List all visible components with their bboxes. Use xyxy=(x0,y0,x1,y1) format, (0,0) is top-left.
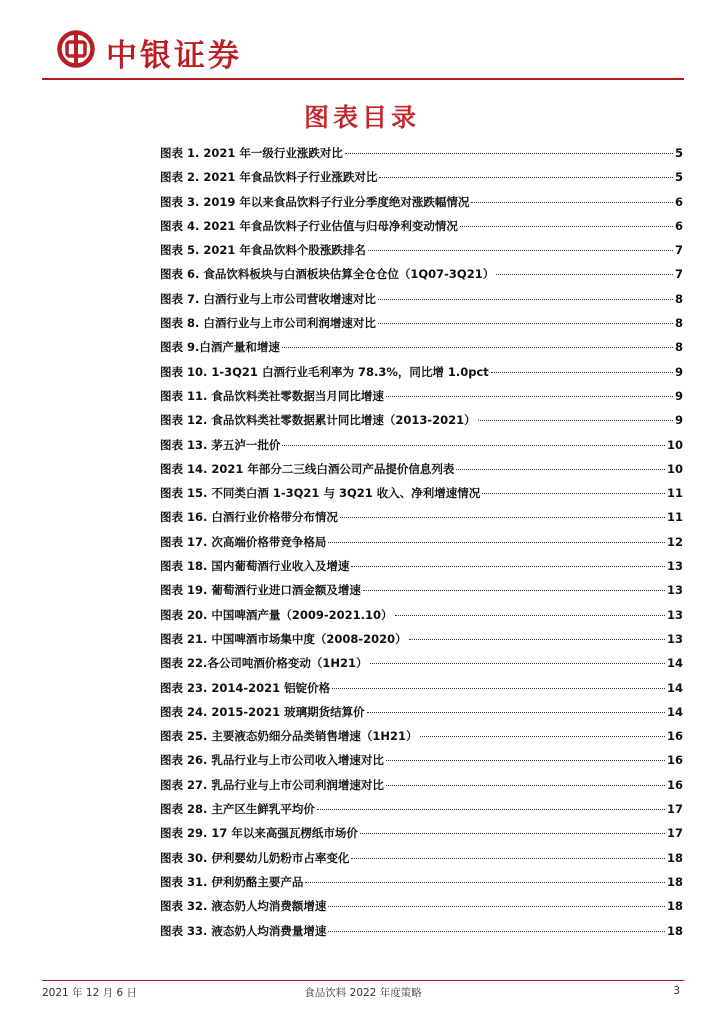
toc-entry-page: 14 xyxy=(666,656,683,671)
toc-entry-page: 6 xyxy=(674,194,683,209)
toc-entry-label: 图表 18. 国内葡萄酒行业收入及增速 xyxy=(160,559,350,574)
toc-entry-page: 8 xyxy=(674,291,683,306)
toc-entry-label: 图表 27. 乳品行业与上市公司利润增速对比 xyxy=(160,777,384,792)
toc-dot-leader xyxy=(351,566,665,567)
toc-entry-page: 7 xyxy=(674,243,683,258)
toc-entry[interactable] xyxy=(160,412,683,436)
toc-entry-page: 8 xyxy=(674,340,683,355)
toc-entry-page: 13 xyxy=(666,583,683,598)
toc-entry-page: 5 xyxy=(674,146,683,160)
toc-dot-leader xyxy=(368,250,673,251)
toc-entry-label: 图表 26. 乳品行业与上市公司收入增速对比 xyxy=(160,753,384,768)
toc-entry-page: 18 xyxy=(666,850,683,865)
toc-dot-leader xyxy=(386,785,665,786)
toc-entry[interactable] xyxy=(160,631,683,655)
toc-entry[interactable] xyxy=(160,850,683,874)
toc-entry-label: 图表 22.各公司吨酒价格变动（1H21） xyxy=(160,656,368,671)
toc-dot-leader xyxy=(351,858,665,859)
toc-entry[interactable] xyxy=(160,558,683,582)
toc-dot-leader xyxy=(282,347,673,348)
toc-entry[interactable] xyxy=(160,461,683,485)
toc-entry[interactable] xyxy=(160,509,683,533)
toc-entry[interactable] xyxy=(160,364,683,388)
toc-entry[interactable] xyxy=(160,728,683,752)
toc-entry-label: 图表 6. 食品饮料板块与白酒板块估算全仓仓位（1Q07-3Q21） xyxy=(160,267,495,282)
toc-entry-label: 图表 9.白酒产量和增速 xyxy=(160,340,280,355)
toc-entry-label: 图表 5. 2021 年食品饮料个股涨跌排名 xyxy=(160,243,366,258)
toc-entry-page: 16 xyxy=(666,777,683,792)
toc-entry-page: 5 xyxy=(674,170,683,185)
toc-entry-page: 7 xyxy=(674,267,683,282)
toc-entry[interactable] xyxy=(160,874,683,898)
toc-entry[interactable] xyxy=(160,752,683,776)
toc-entry[interactable] xyxy=(160,169,683,193)
toc-dot-leader xyxy=(340,517,665,518)
toc-entry-page: 11 xyxy=(666,486,683,501)
toc-dot-leader xyxy=(328,542,665,543)
toc-entry-label: 图表 8. 白酒行业与上市公司利润增速对比 xyxy=(160,316,376,331)
toc-entry-label: 图表 14. 2021 年部分二三线白酒公司产品提价信息列表 xyxy=(160,461,455,476)
toc-dot-leader xyxy=(328,906,665,907)
toc-dot-leader xyxy=(460,226,673,227)
toc-dot-leader xyxy=(305,882,665,883)
toc-entry-page: 14 xyxy=(666,680,683,695)
toc-entry-label: 图表 15. 不同类白酒 1-3Q21 与 3Q21 收入、净利增速情况 xyxy=(160,486,481,501)
toc-entry-label: 图表 13. 茅五泸一批价 xyxy=(160,437,281,452)
toc-dot-leader xyxy=(471,202,673,203)
toc-entry-page: 13 xyxy=(666,559,683,574)
toc-entry-label: 图表 10. 1-3Q21 白酒行业毛利率为 78.3%，同比增 1.0pct xyxy=(160,364,489,379)
footer-date: 2021 年 12 月 6 日 xyxy=(42,987,137,999)
toc-entry-page: 14 xyxy=(666,704,683,719)
header-divider xyxy=(42,78,684,80)
toc-entry[interactable] xyxy=(160,534,683,558)
toc-entry-page: 18 xyxy=(666,899,683,914)
toc-entry-page: 13 xyxy=(666,631,683,646)
toc-dot-leader xyxy=(409,639,665,640)
toc-entry-label: 图表 24. 2015-2021 玻璃期货结算价 xyxy=(160,704,365,719)
toc-entry[interactable] xyxy=(160,582,683,606)
footer-divider xyxy=(42,980,684,981)
toc-entry[interactable] xyxy=(160,218,683,242)
toc-entry-label: 图表 17. 次高端价格带竞争格局 xyxy=(160,534,327,549)
toc-entry[interactable] xyxy=(160,291,683,315)
toc-dot-leader xyxy=(378,299,673,300)
toc-dot-leader xyxy=(395,615,665,616)
toc-entry-label: 图表 25. 主要液态奶细分品类销售增速（1H21） xyxy=(160,729,418,744)
toc-entry[interactable] xyxy=(160,607,683,631)
toc-entry-page: 8 xyxy=(674,316,683,331)
toc-dot-leader xyxy=(345,153,673,154)
toc-entry-page: 18 xyxy=(666,923,683,938)
toc-dot-leader xyxy=(478,420,673,421)
toc-entry-page: 12 xyxy=(666,534,683,549)
toc-entry[interactable] xyxy=(160,242,683,266)
toc-entry[interactable] xyxy=(160,825,683,849)
toc-title: 图表目录 xyxy=(303,103,420,132)
toc-dot-leader xyxy=(378,323,673,324)
page-header xyxy=(44,24,684,74)
toc-entry-label: 图表 23. 2014-2021 铝锭价格 xyxy=(160,680,331,695)
toc-entry-page: 17 xyxy=(666,826,683,841)
toc-entry-label: 图表 3. 2019 年以来食品饮料子行业分季度绝对涨跌幅情况 xyxy=(160,194,470,209)
toc-entry-page: 11 xyxy=(666,510,683,525)
toc-entry[interactable] xyxy=(160,898,683,922)
toc-entry-label: 图表 1. 2021 年一级行业涨跌对比 xyxy=(160,146,343,160)
toc-dot-leader xyxy=(367,712,665,713)
toc-entry-label: 图表 19. 葡萄酒行业进口酒金额及增速 xyxy=(160,583,361,598)
toc-entry-page: 9 xyxy=(674,364,683,379)
toc-entry[interactable] xyxy=(160,437,683,461)
toc-entry-label: 图表 2. 2021 年食品饮料子行业涨跌对比 xyxy=(160,170,378,185)
toc-dot-leader xyxy=(386,396,673,397)
toc-dot-leader xyxy=(420,736,665,737)
toc-dot-leader xyxy=(456,469,665,470)
toc-entry-label: 图表 32. 液态奶人均消费额增速 xyxy=(160,899,327,914)
toc-list xyxy=(160,145,683,947)
toc-entry[interactable] xyxy=(160,923,683,947)
toc-entry-label: 图表 20. 中国啤酒产量（2009-2021.10） xyxy=(160,607,393,622)
toc-entry-page: 18 xyxy=(666,874,683,889)
toc-entry-label: 图表 29. 17 年以来高强瓦楞纸市场价 xyxy=(160,826,358,841)
toc-entry[interactable] xyxy=(160,655,683,679)
toc-dot-leader xyxy=(491,372,673,373)
bank-of-china-logo-icon xyxy=(56,29,96,69)
toc-dot-leader xyxy=(386,760,665,761)
toc-entry-label: 图表 28. 主产区生鲜乳平均价 xyxy=(160,802,315,817)
toc-entry-page: 9 xyxy=(674,388,683,403)
toc-dot-leader xyxy=(363,590,665,591)
toc-entry[interactable] xyxy=(160,315,683,339)
toc-entry[interactable] xyxy=(160,266,683,290)
toc-entry[interactable] xyxy=(160,339,683,363)
toc-entry-label: 图表 31. 伊利奶酪主要产品 xyxy=(160,874,304,889)
toc-entry[interactable] xyxy=(160,194,683,218)
toc-dot-leader xyxy=(282,445,665,446)
toc-dot-leader xyxy=(332,688,665,689)
toc-entry-label: 图表 33. 液态奶人均消费量增速 xyxy=(160,923,327,938)
toc-entry-label: 图表 21. 中国啤酒市场集中度（2008-2020） xyxy=(160,631,407,646)
toc-entry-page: 9 xyxy=(674,413,683,428)
toc-entry-page: 13 xyxy=(666,607,683,622)
toc-entry[interactable] xyxy=(160,704,683,728)
toc-entry[interactable] xyxy=(160,777,683,801)
toc-dot-leader xyxy=(328,931,665,932)
toc-entry-label: 图表 4. 2021 年食品饮料子行业估值与归母净利变动情况 xyxy=(160,218,458,233)
toc-dot-leader xyxy=(482,493,665,494)
toc-entry[interactable] xyxy=(160,388,683,412)
toc-dot-leader xyxy=(370,663,665,664)
toc-entry-label: 图表 12. 食品饮料类社零数据累计同比增速（2013-2021） xyxy=(160,413,476,428)
toc-entry-page: 17 xyxy=(666,802,683,817)
footer-page-number: 3 xyxy=(673,985,680,997)
toc-entry-page: 16 xyxy=(666,729,683,744)
toc-entry[interactable] xyxy=(160,801,683,825)
toc-entry[interactable] xyxy=(160,485,683,509)
toc-entry-page: 10 xyxy=(666,461,683,476)
toc-dot-leader xyxy=(379,177,673,178)
toc-entry[interactable] xyxy=(160,145,683,169)
toc-entry-label: 图表 11. 食品饮料类社零数据当月同比增速 xyxy=(160,388,384,403)
toc-entry-page: 10 xyxy=(666,437,683,452)
toc-dot-leader xyxy=(360,833,665,834)
toc-entry-label: 图表 7. 白酒行业与上市公司营收增速对比 xyxy=(160,291,376,306)
toc-entry-page: 16 xyxy=(666,753,683,768)
toc-entry-page: 6 xyxy=(674,218,683,233)
toc-dot-leader xyxy=(317,809,665,810)
footer-report-title: 食品饮料 2022 年度策略 xyxy=(304,987,422,999)
toc-dot-leader xyxy=(496,274,673,275)
toc-entry-label: 图表 16. 白酒行业价格带分布情况 xyxy=(160,510,338,525)
page-footer xyxy=(42,985,684,1001)
toc-entry-label: 图表 30. 伊利婴幼儿奶粉市占率变化 xyxy=(160,850,350,865)
brand-name: 中银证券 xyxy=(106,38,242,74)
toc-entry[interactable] xyxy=(160,680,683,704)
